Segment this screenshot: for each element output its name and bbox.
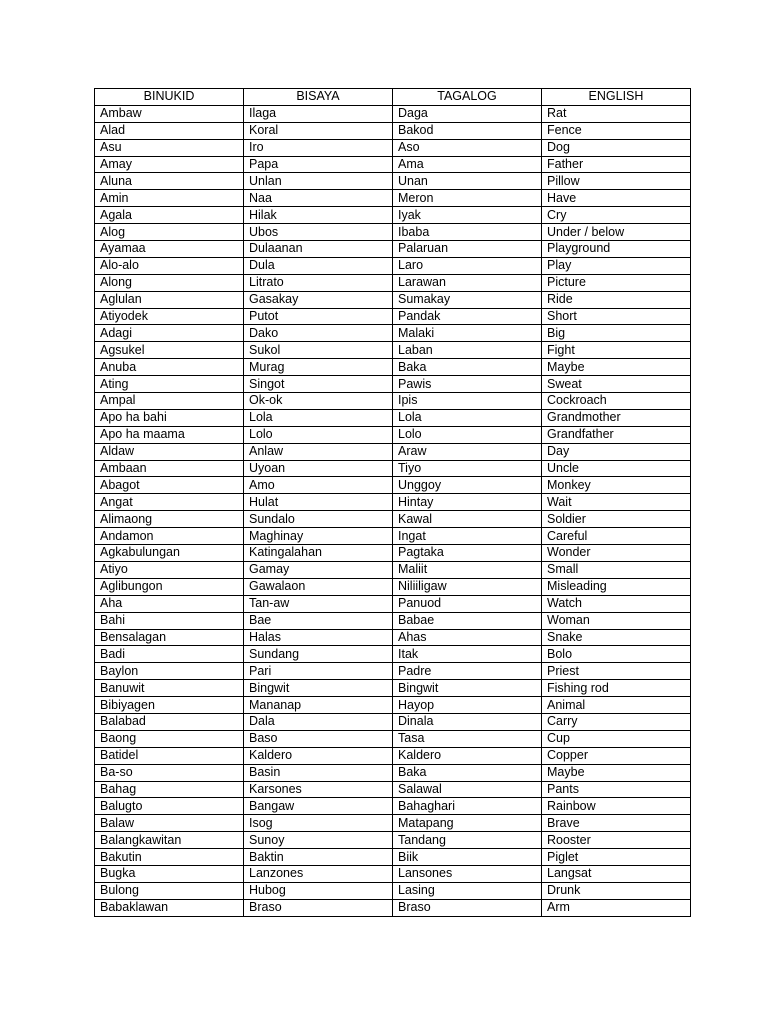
cell-binukid: Agkabulungan xyxy=(95,545,244,562)
cell-tagalog: Ahas xyxy=(393,629,542,646)
cell-binukid: Alo-alo xyxy=(95,257,244,274)
cell-bisaya: Tan-aw xyxy=(244,595,393,612)
table-row xyxy=(95,426,691,443)
cell-tagalog: Sumakay xyxy=(393,291,542,308)
cell-binukid: Atiyodek xyxy=(95,308,244,325)
cell-tagalog: Braso xyxy=(393,899,542,916)
cell-binukid: Balangkawitan xyxy=(95,832,244,849)
table-row xyxy=(95,663,691,680)
cell-english: Cry xyxy=(542,207,691,224)
table-row xyxy=(95,595,691,612)
cell-bisaya: Uyoan xyxy=(244,460,393,477)
cell-english: Picture xyxy=(542,274,691,291)
cell-english: Pants xyxy=(542,781,691,798)
cell-tagalog: Kawal xyxy=(393,511,542,528)
cell-bisaya: Maghinay xyxy=(244,528,393,545)
cell-bisaya: Ilaga xyxy=(244,105,393,122)
cell-binukid: Batidel xyxy=(95,747,244,764)
cell-binukid: Baylon xyxy=(95,663,244,680)
cell-tagalog: Palaruan xyxy=(393,241,542,258)
table-row xyxy=(95,882,691,899)
cell-bisaya: Mananap xyxy=(244,697,393,714)
table-row xyxy=(95,190,691,207)
cell-bisaya: Gasakay xyxy=(244,291,393,308)
cell-binukid: Aldaw xyxy=(95,443,244,460)
cell-tagalog: Biik xyxy=(393,849,542,866)
table-row xyxy=(95,139,691,156)
cell-english: Carry xyxy=(542,713,691,730)
cell-bisaya: Anlaw xyxy=(244,443,393,460)
cell-bisaya: Bingwit xyxy=(244,680,393,697)
cell-bisaya: Naa xyxy=(244,190,393,207)
cell-tagalog: Unggoy xyxy=(393,477,542,494)
cell-bisaya: Lola xyxy=(244,409,393,426)
cell-tagalog: Laro xyxy=(393,257,542,274)
cell-binukid: Balaw xyxy=(95,815,244,832)
cell-tagalog: Lolo xyxy=(393,426,542,443)
cell-tagalog: Lola xyxy=(393,409,542,426)
table-body xyxy=(95,105,691,916)
cell-bisaya: Murag xyxy=(244,359,393,376)
cell-binukid: Amin xyxy=(95,190,244,207)
cell-english: Rooster xyxy=(542,832,691,849)
cell-bisaya: Basin xyxy=(244,764,393,781)
cell-english: Cup xyxy=(542,730,691,747)
table-row xyxy=(95,443,691,460)
cell-binukid: Balugto xyxy=(95,798,244,815)
cell-bisaya: Unlan xyxy=(244,173,393,190)
cell-tagalog: Panuod xyxy=(393,595,542,612)
cell-binukid: Apo ha bahi xyxy=(95,409,244,426)
cell-tagalog: Malaki xyxy=(393,325,542,342)
table-row xyxy=(95,207,691,224)
cell-bisaya: Papa xyxy=(244,156,393,173)
table-row xyxy=(95,865,691,882)
cell-tagalog: Laban xyxy=(393,342,542,359)
cell-bisaya: Sundalo xyxy=(244,511,393,528)
cell-tagalog: Araw xyxy=(393,443,542,460)
cell-binukid: Balabad xyxy=(95,713,244,730)
cell-bisaya: Amo xyxy=(244,477,393,494)
cell-tagalog: Salawal xyxy=(393,781,542,798)
cell-english: Copper xyxy=(542,747,691,764)
cell-bisaya: Sukol xyxy=(244,342,393,359)
cell-binukid: Aglulan xyxy=(95,291,244,308)
table-row xyxy=(95,274,691,291)
cell-bisaya: Lanzones xyxy=(244,865,393,882)
table-row xyxy=(95,578,691,595)
cell-binukid: Agala xyxy=(95,207,244,224)
cell-english: Careful xyxy=(542,528,691,545)
cell-bisaya: Ok-ok xyxy=(244,393,393,410)
cell-english: Fence xyxy=(542,122,691,139)
cell-english: Ride xyxy=(542,291,691,308)
cell-english: Drunk xyxy=(542,882,691,899)
cell-tagalog: Baka xyxy=(393,764,542,781)
cell-binukid: Babaklawan xyxy=(95,899,244,916)
cell-english: Uncle xyxy=(542,460,691,477)
table-row xyxy=(95,781,691,798)
cell-tagalog: Maliit xyxy=(393,561,542,578)
table-row xyxy=(95,494,691,511)
column-header-english: ENGLISH xyxy=(542,89,691,106)
cell-english: Woman xyxy=(542,612,691,629)
cell-english: Rainbow xyxy=(542,798,691,815)
table-row xyxy=(95,325,691,342)
cell-english: Short xyxy=(542,308,691,325)
cell-binukid: Bensalagan xyxy=(95,629,244,646)
cell-bisaya: Ubos xyxy=(244,224,393,241)
table-row xyxy=(95,342,691,359)
vocabulary-sheet xyxy=(94,88,690,917)
table-row xyxy=(95,747,691,764)
cell-english: Misleading xyxy=(542,578,691,595)
cell-bisaya: Iro xyxy=(244,139,393,156)
table-row xyxy=(95,105,691,122)
cell-tagalog: Padre xyxy=(393,663,542,680)
cell-tagalog: Iyak xyxy=(393,207,542,224)
cell-bisaya: Hulat xyxy=(244,494,393,511)
cell-english: Fishing rod xyxy=(542,680,691,697)
table-row xyxy=(95,697,691,714)
cell-binukid: Bakutin xyxy=(95,849,244,866)
cell-binukid: Bibiyagen xyxy=(95,697,244,714)
cell-binukid: Ambaan xyxy=(95,460,244,477)
table-header-row xyxy=(95,89,691,106)
cell-english: Piglet xyxy=(542,849,691,866)
cell-bisaya: Dulaanan xyxy=(244,241,393,258)
cell-tagalog: Hintay xyxy=(393,494,542,511)
cell-english: Soldier xyxy=(542,511,691,528)
cell-english: Priest xyxy=(542,663,691,680)
cell-english: Cockroach xyxy=(542,393,691,410)
table-row xyxy=(95,257,691,274)
cell-tagalog: Ingat xyxy=(393,528,542,545)
cell-english: Fight xyxy=(542,342,691,359)
cell-binukid: Anuba xyxy=(95,359,244,376)
cell-bisaya: Koral xyxy=(244,122,393,139)
vocabulary-table xyxy=(94,88,691,917)
table-row xyxy=(95,545,691,562)
column-header-binukid: BINUKID xyxy=(95,89,244,106)
table-row xyxy=(95,832,691,849)
cell-bisaya: Kaldero xyxy=(244,747,393,764)
cell-binukid: Ayamaa xyxy=(95,241,244,258)
cell-tagalog: Babae xyxy=(393,612,542,629)
cell-english: Maybe xyxy=(542,359,691,376)
table-row xyxy=(95,730,691,747)
table-row xyxy=(95,460,691,477)
table-row xyxy=(95,849,691,866)
cell-tagalog: Tiyo xyxy=(393,460,542,477)
table-row xyxy=(95,713,691,730)
cell-binukid: Bahi xyxy=(95,612,244,629)
cell-binukid: Andamon xyxy=(95,528,244,545)
cell-tagalog: Pandak xyxy=(393,308,542,325)
table-row xyxy=(95,798,691,815)
table-row xyxy=(95,815,691,832)
cell-english: Brave xyxy=(542,815,691,832)
cell-binukid: Aha xyxy=(95,595,244,612)
cell-tagalog: Aso xyxy=(393,139,542,156)
table-row xyxy=(95,646,691,663)
cell-tagalog: Ibaba xyxy=(393,224,542,241)
cell-tagalog: Kaldero xyxy=(393,747,542,764)
cell-tagalog: Pagtaka xyxy=(393,545,542,562)
cell-binukid: Ambaw xyxy=(95,105,244,122)
table-row xyxy=(95,156,691,173)
cell-english: Langsat xyxy=(542,865,691,882)
cell-binukid: Alog xyxy=(95,224,244,241)
cell-tagalog: Baka xyxy=(393,359,542,376)
table-row xyxy=(95,393,691,410)
column-header-tagalog: TAGALOG xyxy=(393,89,542,106)
table-row xyxy=(95,629,691,646)
cell-tagalog: Dinala xyxy=(393,713,542,730)
cell-binukid: Adagi xyxy=(95,325,244,342)
cell-tagalog: Tasa xyxy=(393,730,542,747)
table-row xyxy=(95,511,691,528)
cell-english: Wait xyxy=(542,494,691,511)
cell-tagalog: Ipis xyxy=(393,393,542,410)
cell-bisaya: Pari xyxy=(244,663,393,680)
cell-bisaya: Lolo xyxy=(244,426,393,443)
cell-bisaya: Litrato xyxy=(244,274,393,291)
cell-binukid: Amay xyxy=(95,156,244,173)
cell-bisaya: Karsones xyxy=(244,781,393,798)
table-row xyxy=(95,122,691,139)
cell-bisaya: Gamay xyxy=(244,561,393,578)
cell-tagalog: Lansones xyxy=(393,865,542,882)
cell-bisaya: Sunoy xyxy=(244,832,393,849)
cell-bisaya: Dula xyxy=(244,257,393,274)
cell-bisaya: Baso xyxy=(244,730,393,747)
table-row xyxy=(95,308,691,325)
table-row xyxy=(95,359,691,376)
cell-tagalog: Meron xyxy=(393,190,542,207)
cell-tagalog: Unan xyxy=(393,173,542,190)
cell-tagalog: Tandang xyxy=(393,832,542,849)
cell-tagalog: Bakod xyxy=(393,122,542,139)
cell-english: Snake xyxy=(542,629,691,646)
cell-binukid: Atiyo xyxy=(95,561,244,578)
cell-english: Wonder xyxy=(542,545,691,562)
cell-bisaya: Dala xyxy=(244,713,393,730)
cell-english: Under / below xyxy=(542,224,691,241)
table-row xyxy=(95,561,691,578)
cell-english: Have xyxy=(542,190,691,207)
cell-tagalog: Larawan xyxy=(393,274,542,291)
cell-english: Sweat xyxy=(542,376,691,393)
cell-binukid: Bahag xyxy=(95,781,244,798)
cell-binukid: Asu xyxy=(95,139,244,156)
cell-english: Father xyxy=(542,156,691,173)
cell-binukid: Baong xyxy=(95,730,244,747)
cell-bisaya: Bangaw xyxy=(244,798,393,815)
cell-tagalog: Ama xyxy=(393,156,542,173)
cell-binukid: Aglibungon xyxy=(95,578,244,595)
cell-english: Watch xyxy=(542,595,691,612)
cell-tagalog: Pawis xyxy=(393,376,542,393)
cell-tagalog: Bahaghari xyxy=(393,798,542,815)
cell-bisaya: Dako xyxy=(244,325,393,342)
cell-english: Animal xyxy=(542,697,691,714)
cell-english: Small xyxy=(542,561,691,578)
cell-tagalog: Itak xyxy=(393,646,542,663)
table-row xyxy=(95,376,691,393)
cell-english: Play xyxy=(542,257,691,274)
cell-binukid: Alad xyxy=(95,122,244,139)
cell-bisaya: Putot xyxy=(244,308,393,325)
cell-binukid: Ating xyxy=(95,376,244,393)
cell-binukid: Bulong xyxy=(95,882,244,899)
table-row xyxy=(95,173,691,190)
cell-binukid: Bugka xyxy=(95,865,244,882)
table-row xyxy=(95,241,691,258)
cell-tagalog: Niliiligaw xyxy=(393,578,542,595)
table-row xyxy=(95,899,691,916)
cell-binukid: Ba-so xyxy=(95,764,244,781)
cell-bisaya: Hubog xyxy=(244,882,393,899)
column-header-bisaya: BISAYA xyxy=(244,89,393,106)
cell-binukid: Abagot xyxy=(95,477,244,494)
cell-english: Day xyxy=(542,443,691,460)
cell-binukid: Along xyxy=(95,274,244,291)
cell-english: Maybe xyxy=(542,764,691,781)
cell-english: Arm xyxy=(542,899,691,916)
cell-bisaya: Sundang xyxy=(244,646,393,663)
cell-english: Grandfather xyxy=(542,426,691,443)
cell-english: Grandmother xyxy=(542,409,691,426)
cell-binukid: Agsukel xyxy=(95,342,244,359)
cell-binukid: Aluna xyxy=(95,173,244,190)
table-row xyxy=(95,291,691,308)
cell-bisaya: Halas xyxy=(244,629,393,646)
cell-english: Big xyxy=(542,325,691,342)
cell-english: Bolo xyxy=(542,646,691,663)
cell-bisaya: Katingalahan xyxy=(244,545,393,562)
cell-english: Pillow xyxy=(542,173,691,190)
table-row xyxy=(95,477,691,494)
cell-bisaya: Hilak xyxy=(244,207,393,224)
cell-tagalog: Daga xyxy=(393,105,542,122)
cell-binukid: Angat xyxy=(95,494,244,511)
cell-tagalog: Hayop xyxy=(393,697,542,714)
table-row xyxy=(95,409,691,426)
cell-tagalog: Lasing xyxy=(393,882,542,899)
cell-tagalog: Matapang xyxy=(393,815,542,832)
cell-bisaya: Singot xyxy=(244,376,393,393)
cell-binukid: Banuwit xyxy=(95,680,244,697)
cell-tagalog: Bingwit xyxy=(393,680,542,697)
cell-english: Rat xyxy=(542,105,691,122)
table-row xyxy=(95,528,691,545)
table-row xyxy=(95,680,691,697)
cell-binukid: Ampal xyxy=(95,393,244,410)
cell-english: Playground xyxy=(542,241,691,258)
cell-binukid: Badi xyxy=(95,646,244,663)
cell-bisaya: Bae xyxy=(244,612,393,629)
cell-bisaya: Baktin xyxy=(244,849,393,866)
cell-bisaya: Isog xyxy=(244,815,393,832)
cell-binukid: Alimaong xyxy=(95,511,244,528)
table-row xyxy=(95,224,691,241)
table-row xyxy=(95,764,691,781)
cell-english: Monkey xyxy=(542,477,691,494)
cell-binukid: Apo ha maama xyxy=(95,426,244,443)
cell-english: Dog xyxy=(542,139,691,156)
table-row xyxy=(95,612,691,629)
cell-bisaya: Gawalaon xyxy=(244,578,393,595)
cell-bisaya: Braso xyxy=(244,899,393,916)
